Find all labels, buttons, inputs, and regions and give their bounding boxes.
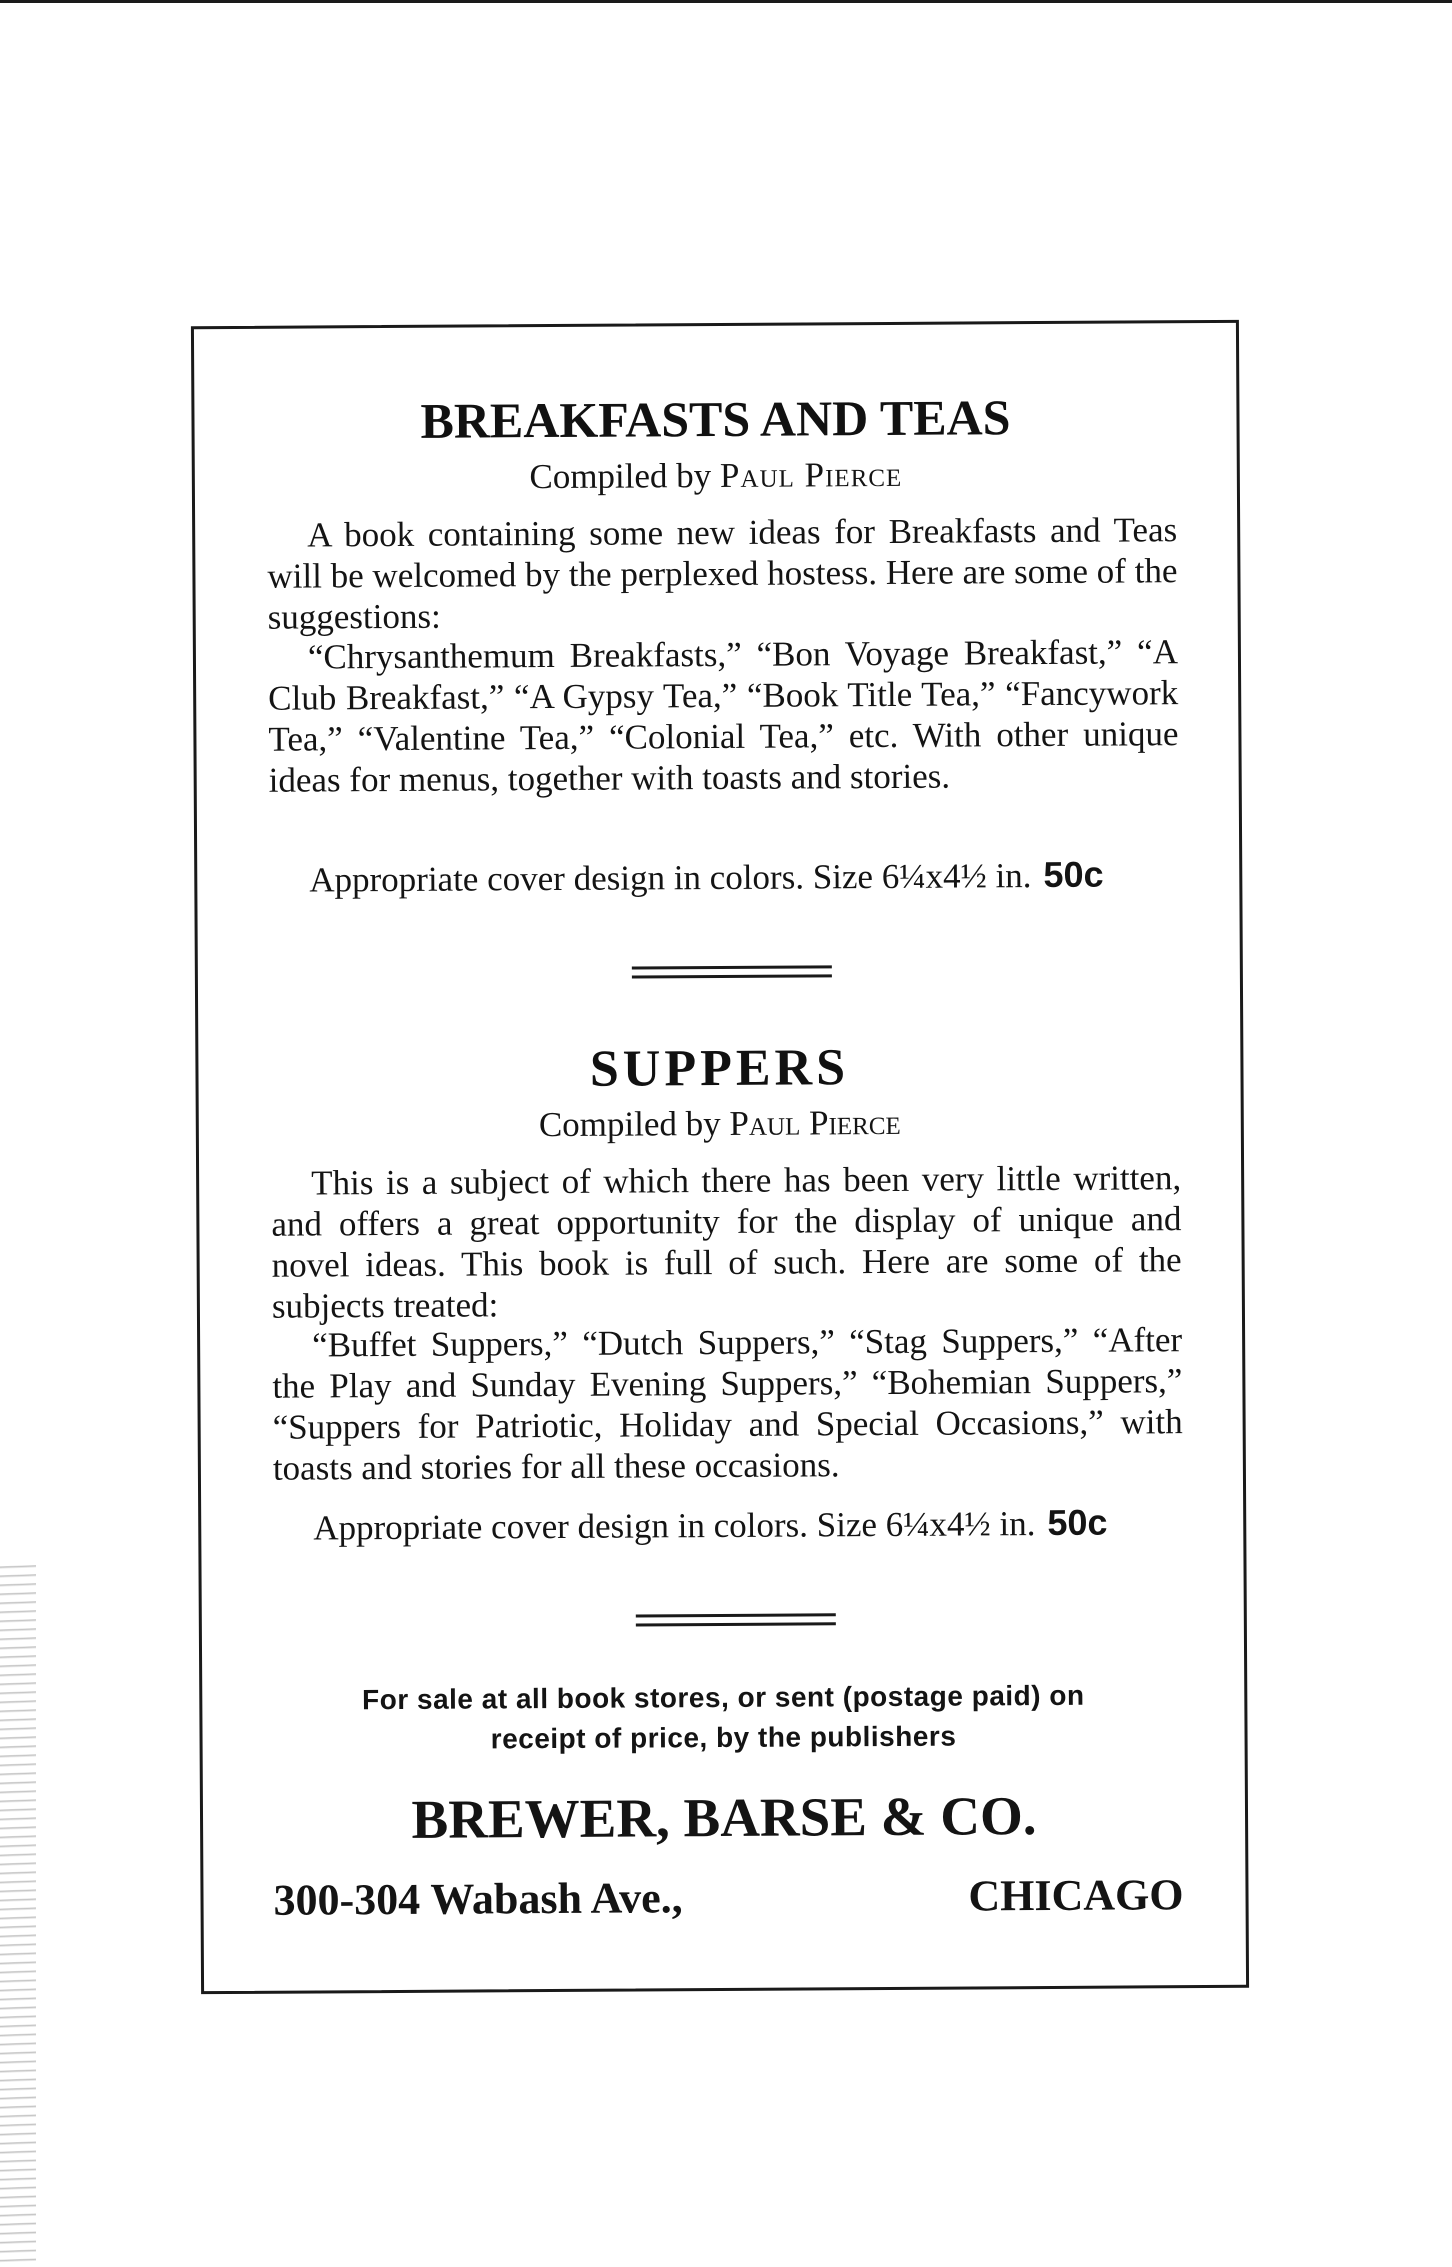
page-left-edge-shadow <box>0 1560 36 2267</box>
suppers-byline-prefix: Compiled by <box>538 1103 730 1145</box>
breakfasts-byline-prefix: Compiled by <box>529 455 721 497</box>
publisher-address <box>273 1869 1184 1925</box>
breakfasts-author: Paul Pierce <box>719 454 903 495</box>
breakfasts-suggestions: “Chrysanthemum Breakfasts,” “Bon Voyage Breakfast,” “A Club Breakfast,” “A Gypsy Tea,” “Book Title Tea,” “Fancywork Tea,” “Valentine Tea,” “Colonial Tea,” etc. With other unique ideas for menus, together with toasts and stories. <box>268 632 1179 800</box>
publisher-city: CHICAGO <box>968 1870 1184 1921</box>
suppers-author: Paul Pierce <box>729 1102 901 1143</box>
page-top-edge <box>0 0 1452 10</box>
breakfasts-description: A book containing some new ideas for Breakfasts and Teas will be welcomed by the perplexed hostess. Here are some of the suggestions: <box>267 510 1178 637</box>
sale-line-1: For sale at all book stores, or sent (postage paid) on <box>361 1679 1085 1716</box>
suppers-subjects: “Buffet Suppers,” “Dutch Suppers,” “Stag Suppers,” “After the Play and Sunday Evening Suppers,” “Bohemian Suppers,” “Suppers for Patriotic, Holiday and Special Occasions,” with toasts and stories for all these occasions. <box>272 1320 1183 1488</box>
breakfasts-byline <box>195 453 1237 499</box>
suppers-title: SUPPERS <box>589 1039 850 1098</box>
breakfasts-cover-text: Appropriate cover design in colors. Size 6¼x4½ in. <box>309 856 1032 900</box>
advertisement-box <box>191 320 1249 1994</box>
breakfasts-price: 50c <box>1043 853 1104 896</box>
section-divider-2 <box>636 1613 836 1626</box>
suppers-byline <box>199 1101 1241 1147</box>
suppers-cover-text: Appropriate cover design in colors. Size 6¼x4½ in. <box>313 1504 1036 1548</box>
suppers-cover-line <box>313 1501 1183 1548</box>
section-divider-1 <box>632 965 832 978</box>
suppers-price: 50c <box>1047 1501 1108 1544</box>
sale-line-2: receipt of price, by the publishers <box>490 1720 957 1755</box>
breakfasts-cover-line <box>309 853 1179 900</box>
publisher-street: 300-304 Wabash Ave., <box>273 1873 683 1925</box>
suppers-description: This is a subject of which there has been very little written, and offers a great opportunity for the display of unique and novel ideas. This book is full of such. Here are some of the subjects treated: <box>271 1158 1182 1326</box>
breakfasts-title: BREAKFASTS AND TEAS <box>420 389 1011 449</box>
publisher-name: BREWER, BARSE & CO. <box>411 1785 1037 1850</box>
